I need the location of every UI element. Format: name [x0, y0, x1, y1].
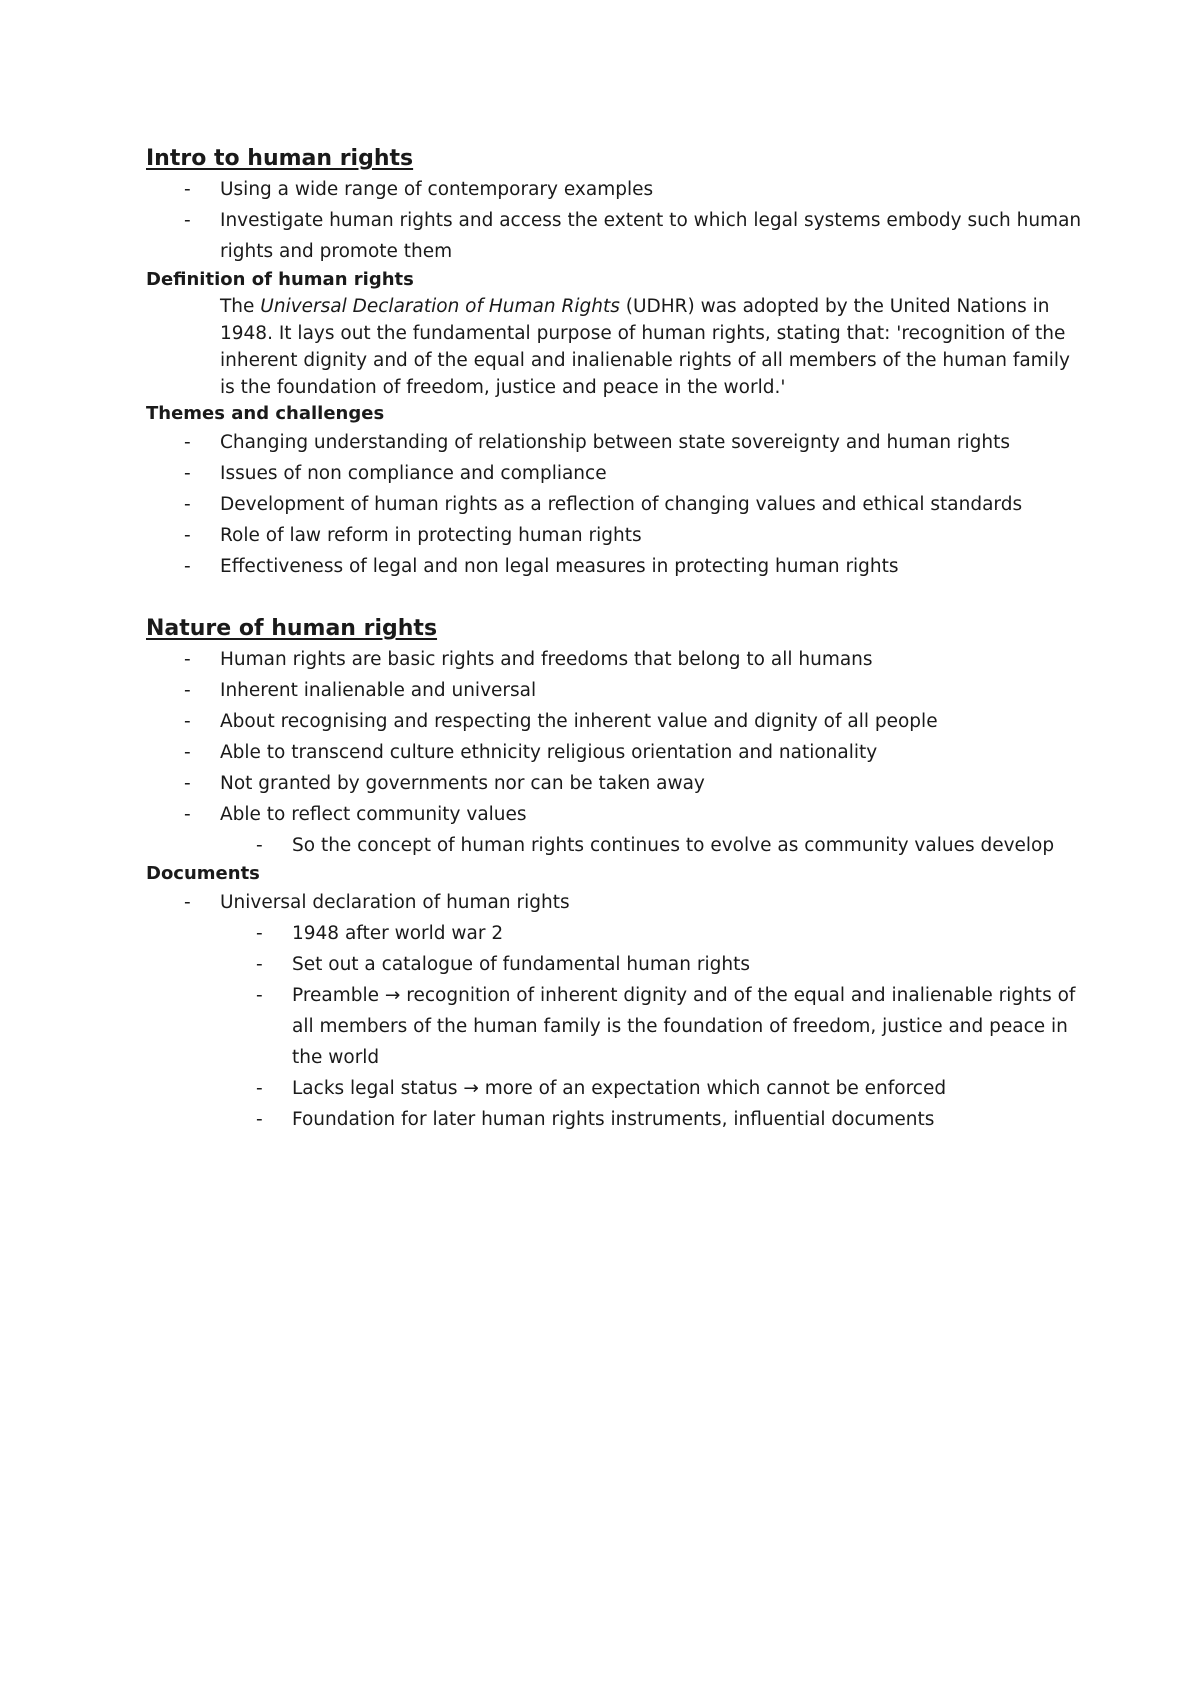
- list-item: [146, 799, 1086, 830]
- list-item: [146, 520, 1086, 551]
- nature-list: [146, 644, 1086, 861]
- list-item-text: Able to reflect community values: [220, 804, 527, 825]
- list-item: [146, 489, 1086, 520]
- document-content: [146, 144, 1086, 1135]
- list-item-text: Foundation for later human rights instruments, influential documents: [292, 1109, 935, 1130]
- list-item-text: Effectiveness of legal and non legal measures in protecting human rights: [220, 556, 899, 577]
- list-item-text: Lacks legal status → more of an expectation which cannot be enforced: [292, 1078, 947, 1099]
- definition-text-italic: Universal Declaration of Human Rights: [260, 296, 620, 317]
- sub-list-item: [146, 1073, 1086, 1104]
- list-item: [146, 427, 1086, 458]
- definition-text-before: The: [220, 296, 261, 317]
- list-item: [146, 551, 1086, 582]
- section-title-nature: Nature of human rights: [146, 616, 438, 641]
- list-item-text: Role of law reform in protecting human rights: [220, 525, 642, 546]
- heading-definition: Definition of human rights: [146, 269, 414, 290]
- bullet-dash: -: [184, 556, 191, 577]
- list-item: [146, 768, 1086, 799]
- list-item: [146, 737, 1086, 768]
- bullet-dash: -: [184, 649, 191, 670]
- bullet-dash: -: [184, 210, 191, 231]
- intro-list: [146, 174, 1086, 267]
- list-item-text: About recognising and respecting the inherent value and dignity of all people: [220, 711, 938, 732]
- bullet-dash: -: [256, 1078, 263, 1099]
- list-item: [146, 644, 1086, 675]
- bullet-dash: -: [184, 179, 191, 200]
- list-item-text: Human rights are basic rights and freedoms that belong to all humans: [220, 649, 873, 670]
- bullet-dash: -: [256, 1109, 263, 1130]
- bullet-dash: -: [256, 954, 263, 975]
- bullet-dash: -: [256, 985, 263, 1006]
- list-item-text: Investigate human rights and access the extent to which legal systems embody such human rights and promote them: [220, 210, 1082, 262]
- list-item-text: Development of human rights as a reflection of changing values and ethical standards: [220, 494, 1023, 515]
- section-spacer: [146, 582, 1086, 614]
- bullet-dash: -: [184, 680, 191, 701]
- bullet-dash: -: [184, 773, 191, 794]
- heading-documents: Documents: [146, 863, 260, 884]
- list-item: [146, 174, 1086, 205]
- bullet-dash: -: [184, 711, 191, 732]
- list-item-text: 1948 after world war 2: [292, 923, 504, 944]
- sub-list-item: [146, 1104, 1086, 1135]
- bullet-dash: -: [184, 525, 191, 546]
- list-item: [146, 205, 1086, 267]
- documents-list: [146, 887, 1086, 1135]
- definition-paragraph: [146, 293, 1086, 401]
- bullet-dash: -: [184, 804, 191, 825]
- bullet-dash: -: [256, 835, 263, 856]
- heading-themes: Themes and challenges: [146, 403, 385, 424]
- list-item-text: Preamble → recognition of inherent dignity and of the equal and inalienable rights of all members of the human family is the foundation of freedom, justice and peace in the world: [292, 985, 1076, 1068]
- sub-list-item: [146, 918, 1086, 949]
- list-item-text: Able to transcend culture ethnicity religious orientation and nationality: [220, 742, 878, 763]
- list-item-text: Changing understanding of relationship between state sovereignty and human rights: [220, 432, 1011, 453]
- section-title-intro: Intro to human rights: [146, 146, 414, 171]
- bullet-dash: -: [184, 494, 191, 515]
- themes-list: [146, 427, 1086, 582]
- bullet-dash: -: [184, 463, 191, 484]
- list-item: [146, 706, 1086, 737]
- list-item-text: So the concept of human rights continues to evolve as community values develop: [292, 835, 1055, 856]
- sub-list-item: [146, 949, 1086, 980]
- bullet-dash: -: [184, 432, 191, 453]
- list-item-text: Inherent inalienable and universal: [220, 680, 537, 701]
- list-item-text: Issues of non compliance and compliance: [220, 463, 607, 484]
- sub-list-item: [146, 980, 1086, 1073]
- bullet-dash: -: [184, 892, 191, 913]
- bullet-dash: -: [256, 923, 263, 944]
- list-item: [146, 887, 1086, 918]
- list-item-text: Not granted by governments nor can be taken away: [220, 773, 705, 794]
- list-item: [146, 675, 1086, 706]
- list-item: [146, 458, 1086, 489]
- list-item-text: Universal declaration of human rights: [220, 892, 570, 913]
- list-item-text: Set out a catalogue of fundamental human rights: [292, 954, 750, 975]
- sub-list-item: [146, 830, 1086, 861]
- definition-text-after: (UDHR) was adopted by the United Nations in 1948. It lays out the fundamental purpose of human rights, stating that: 'recognition of the inherent dignity and of the equal and inalienable rights of all members of the human family is the foundation of freedom, justice and peace in the world.': [220, 296, 1070, 398]
- bullet-dash: -: [184, 742, 191, 763]
- list-item-text: Using a wide range of contemporary examples: [220, 179, 654, 200]
